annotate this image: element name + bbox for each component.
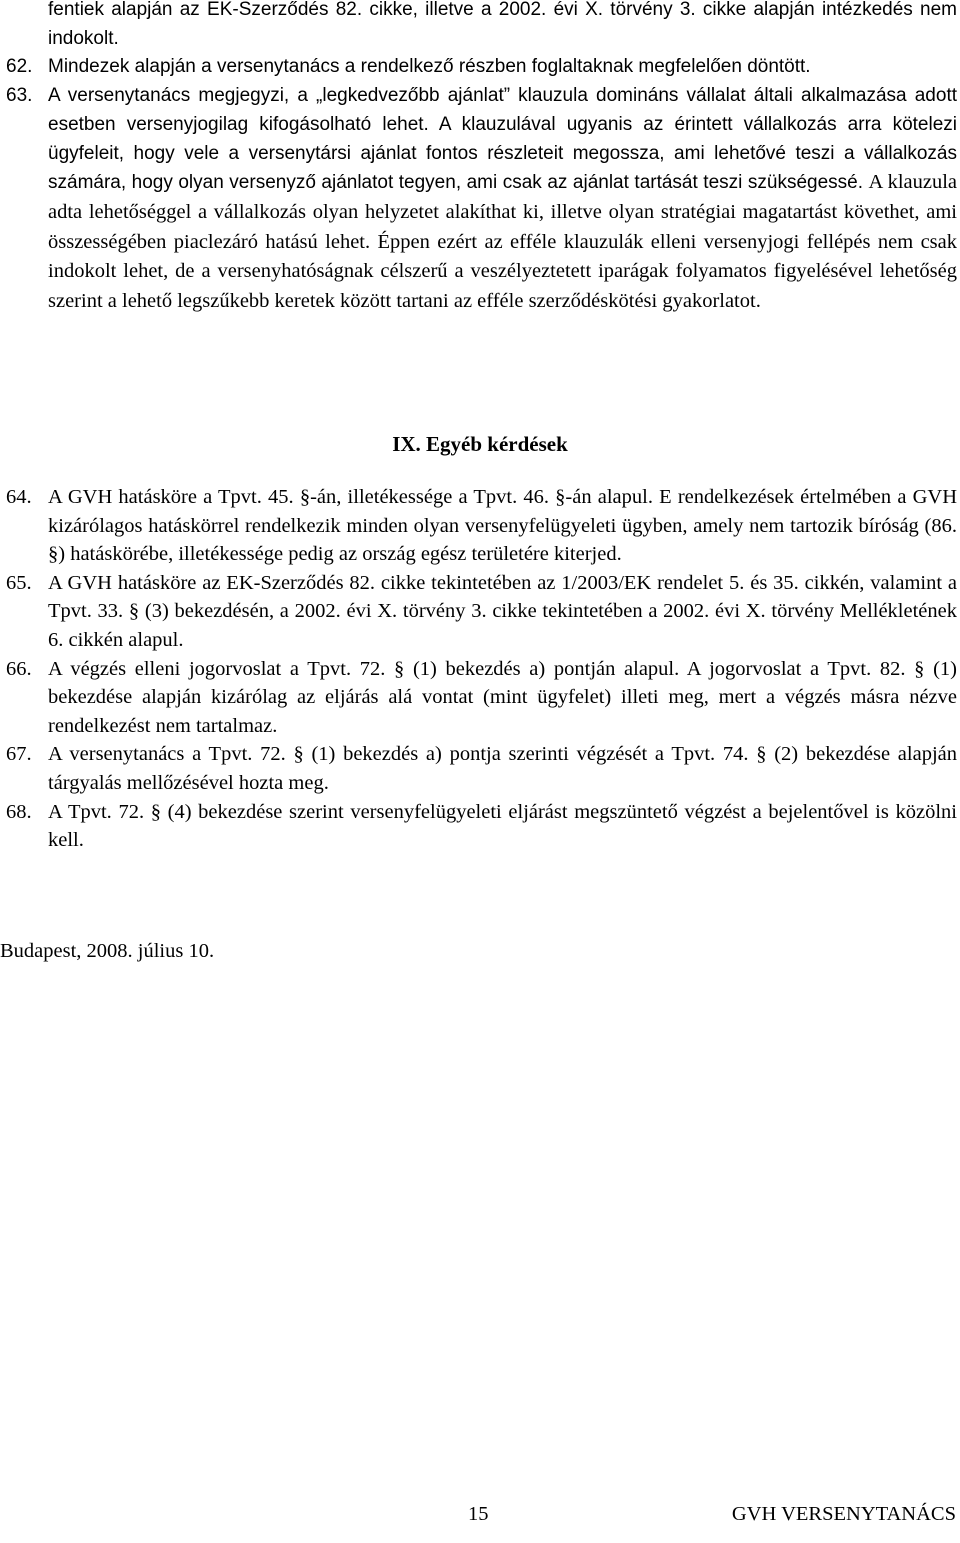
paragraph-68 xyxy=(6,798,957,855)
paragraph-number: 68. xyxy=(6,800,32,823)
footer-organization: GVH VERSENYTANÁCS xyxy=(731,1503,956,1525)
text-block-top xyxy=(6,0,957,317)
paragraph-number: 62. xyxy=(6,56,33,78)
paragraph-text: A GVH hatásköre az EK-Szerződés 82. cikke tekintetében az 1/2003/EK rendelet 5. és 35. cikkén, valamint a Tpvt. 33. § (3) bekezdésén, a 2002. évi X. törvény 3. cikke tekintetében a 2002. évi X. törvény Mellékletének 6. cikkén alapul. xyxy=(48,571,957,651)
paragraph-text-serif: A klauzula adta lehetőséggel a vállalkozás olyan helyzetet alakíthat ki, illetve olyan stratégiai magatartást követhet, ami összességében piaclezáró hatású lehet. Éppen ezért az efféle klauzulák elleni versenyjogi fellépés nem csak indokolt lehet, de a versenyhatóságnak célszerű a veszélyeztetett iparágak folyamatos figyelésével lehetőség szerint a lehető legszűkebb keretek között tartani az efféle szerződéskötési gyakorlatot. xyxy=(48,171,958,313)
paragraph-67 xyxy=(6,740,957,797)
paragraph-text: Mindezek alapján a versenytanács a rendelkező részben foglaltaknak megfelelően döntött. xyxy=(48,56,811,78)
paragraph-62 xyxy=(6,53,957,82)
paragraph-61-continuation: fentiek alapján az EK-Szerződés 82. cikke, illetve a 2002. évi X. törvény 3. cikke alapján intézkedés nem indokolt. xyxy=(48,0,957,49)
paragraph-65 xyxy=(6,569,957,655)
paragraph-number: 67. xyxy=(6,743,32,766)
paragraph-number: 66. xyxy=(6,657,32,680)
text-block-bottom xyxy=(6,483,957,855)
paragraph-text: A GVH hatásköre a Tpvt. 45. §-án, illetékessége a Tpvt. 46. §-án alapul. E rendelkezések értelmében a GVH kizárólagos hatáskörrel rendelkezik minden olyan versenyfelügyeleti ügyben, amely nem tartozik bíróság (86. §) hatáskörébe, illetékessége pedig az ország egész területére kiterjed. xyxy=(48,486,957,566)
paragraph-63 xyxy=(6,82,957,317)
place-and-date: Budapest, 2008. július 10. xyxy=(0,940,215,962)
paragraph-number: 64. xyxy=(6,486,32,508)
paragraph-text: A Tpvt. 72. § (4) bekezdése szerint versenyfelügyeleti eljárást megszüntető végzést a bejelentővel is közölni kell. xyxy=(48,800,957,852)
paragraph-text: A versenytanács a Tpvt. 72. § (1) bekezdés a) pontja szerinti végzését a Tpvt. 74. § (2) bekezdése alapján tárgyalás mellőzésével hozta meg. xyxy=(48,743,957,794)
paragraph-text-sans: A versenytanács megjegyzi, a „legkedvezőbb ajánlat” klauzula domináns vállalat általi alkalmazása adott esetben versenyjogilag kifogásolható lehet. A klauzulával ugyanis az érintett vállalkozás arra kötelezi ügyfeleit, hogy vele a versenytársi ajánlat fontos részleteit megossza, ami lehetővé teszi a vállalkozás számára, hogy olyan versenyző ajánlatot tegyen, ami csak az ajánlat tartását teszi szükségessé. xyxy=(48,85,957,194)
paragraph-66 xyxy=(6,655,957,741)
paragraph-number: 63. xyxy=(6,85,33,107)
page-number: 15 xyxy=(468,1503,489,1525)
section-heading: IX. Egyéb kérdések xyxy=(392,432,568,456)
paragraph-64 xyxy=(6,483,957,569)
paragraph-number: 65. xyxy=(6,571,32,594)
paragraph-text: A végzés elleni jogorvoslat a Tpvt. 72. § (1) bekezdés a) pontján alapul. A jogorvoslat a Tpvt. 82. § (1) bekezdése alapján kizárólag az eljárás alá vontat (mint ügyfelet) illeti meg, mert a végzés másra nézve rendelkezést nem tartalmaz. xyxy=(48,657,957,737)
